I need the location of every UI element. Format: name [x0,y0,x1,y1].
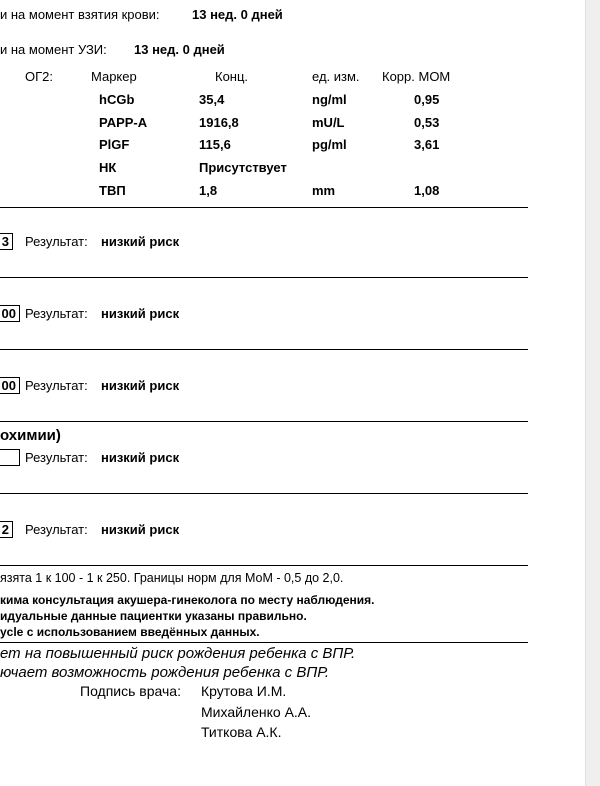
marker-name: НК [99,160,117,175]
divider [0,277,528,278]
risk-value-box: 2 [0,521,13,538]
col-header-conc: Конц. [215,69,249,84]
result-value: низкий риск [101,522,180,537]
group-label: ОГ2: [25,69,53,84]
result-value: низкий риск [101,306,180,321]
marker-mom: 0,95 [414,92,440,107]
marker-conc: Присутствует [199,160,287,175]
risk-value-box: 00 [0,305,20,322]
marker-conc: 1916,8 [199,115,239,130]
col-header-mom: Корр. МОМ [382,69,451,84]
section-heading: охимии) [0,427,61,444]
doctor-name: Крутова И.М. [201,683,287,699]
blood-term-label: и на момент взятия крови: [0,7,160,22]
marker-name: PlGF [99,137,130,152]
result-label: Результат: [25,234,88,249]
divider [0,642,528,643]
marker-mom: 1,08 [414,183,440,198]
blood-term-value: 13 нед. 0 дней [192,7,283,22]
result-value: низкий риск [101,378,180,393]
result-value: низкий риск [101,234,180,249]
col-header-unit: ед. изм. [312,69,360,84]
divider [0,207,528,208]
us-term-label: и на момент УЗИ: [0,42,107,57]
marker-conc: 35,4 [199,92,225,107]
marker-mom: 0,53 [414,115,440,130]
risk-value-box: 00 [0,377,20,394]
divider [0,565,528,566]
disclaimer-line-2: ючает возможность рождения ребенка с ВПР. [0,664,330,681]
us-term-value: 13 нед. 0 дней [134,42,225,57]
software-note: ycle с использованием введённых данных. [0,625,260,639]
doctor-name: Титкова А.К. [201,724,282,740]
marker-name: hCGb [99,92,135,107]
result-label: Результат: [25,450,88,465]
marker-conc: 1,8 [199,183,218,198]
marker-name: PAPP-A [99,115,148,130]
col-header-marker: Маркер [91,69,137,84]
divider [0,349,528,350]
result-label: Результат: [25,378,88,393]
divider [0,421,528,422]
marker-conc: 115,6 [199,137,231,152]
scrollbar-track[interactable] [585,0,600,786]
marker-name: ТВП [99,183,126,198]
consult-note: кима консультация акушера-гинеколога по месту наблюдения. [0,593,375,607]
risk-value-box [0,449,20,466]
doctor-name: Михайленко А.А. [201,704,312,720]
result-label: Результат: [25,522,88,537]
result-label: Результат: [25,306,88,321]
marker-unit: mU/L [312,115,345,130]
data-note: идуальные данные пациентки указаны правильно. [0,609,307,623]
marker-unit: ng/ml [312,92,347,107]
marker-unit: pg/ml [312,137,347,152]
risk-value-box: 3 [0,233,13,250]
disclaimer-line-1: ет на повышенный риск рождения ребенка с ВПР. [0,645,356,662]
divider [0,493,528,494]
signature-label: Подпись врача: [80,683,181,699]
cutoff-note: язята 1 к 100 - 1 к 250. Границы норм для МоМ - 0,5 до 2,0. [0,571,344,585]
result-value: низкий риск [101,450,180,465]
marker-unit: mm [312,183,336,198]
marker-mom: 3,61 [414,137,440,152]
